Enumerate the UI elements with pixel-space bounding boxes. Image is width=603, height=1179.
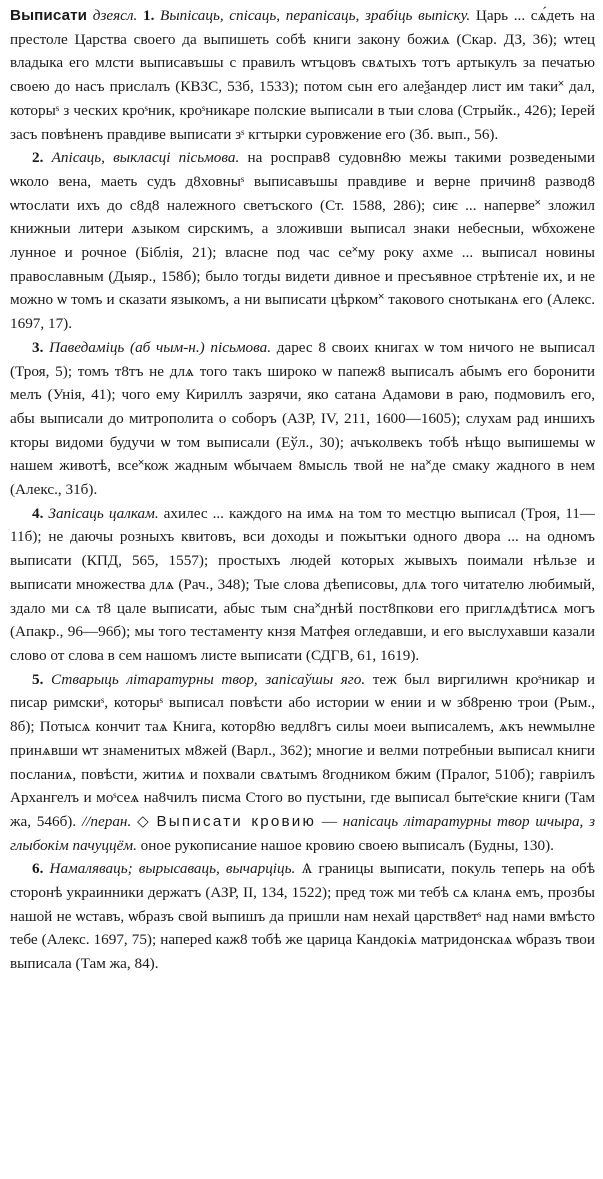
part-of-speech: дзеясл. <box>92 7 138 24</box>
em-dash: — <box>321 812 338 830</box>
sense-6 <box>10 857 595 976</box>
sense-citations: ахилес ... каждого на имѧ на том то местцю выписал (Троя, 11—11б); не даючы розныхъ квитовъ, вси доходы и пожытъки одного двора ... на одномъ выписати (КПД, 565, 1557); простыхъ людей которых жывыхъ поимали нѣльзе и выписати множества длѧ (Рач., 348); Тые слова дѣеписовы, длѧ того читателю любимый, здало ми сѧ т8 цале выписати, абыс тым сна˟днѣй пост8пкови его приглѧдѣтисѧ могъ (Апакр., 96—96б); мы того тестаменту кнзя Матфея огледавши, и его выслухавши казали слово от слова в сем нашомъ листе выписати (СДГВ, 61, 1619). <box>10 504 595 664</box>
sense-citations: дарес 8 своих книгах ѡ том ничого не выписал (Троя, 5); томъ т8тъ не длѧ того такъ широко ѡ папеж8 выписалъ абымъ его боронити мелъ (Унія, 41); чого ему Кириллъ зазрячи, яко сатана Адамови в раю, подмовилъ его, абы выписали до митрополита о соборъ (АЗР, IV, 211, 1600—1605); слухам рад иншихъ кторы видоми будучи ѡ том выписали (Еўл., 30); ачъколвекъ тобѣ нѣщо выпишемы ѡ нашем животѣ, все˟кож жадным ѡбычаем 8мысль твой не на˟де смаку жадного в нем (Алекс., 31б). <box>10 338 595 499</box>
sense-gloss: Стварыць літаратурны твор, запісаўшы яго. <box>51 670 366 688</box>
sense-4 <box>10 502 595 668</box>
dictionary-entry <box>10 4 595 1174</box>
sense-gloss: Запісаць цалкам. <box>48 504 159 522</box>
sense-citations: Царь ... сѧ́деть на престоле Царства своего да выпишеть собѣ книги закону божиѧ (Скар. ДЗ, 36); ѡтец владыка его млсти выписавъшы с правилъ ѡтъцовъ свѧтыхъ тотъ артыкулъ за печатью своею до насъ прислалъ (КВЗС, 53б, 1533); потом сын его алеѯандер лист им таки˟ дал, которыˢ з ческих кроˢник, кроˢникаре полские выписали в тыи слова (Стрыйк., 426); Iерей засъ повѣненъ правдиве выписати зˢ кгтырки суровжение его (Зб. вып., 56). <box>10 7 595 143</box>
phrase-headword: Выписати кровию <box>156 812 317 830</box>
sense-1 <box>10 4 595 146</box>
sense-number: 5. <box>32 670 44 688</box>
sense-gloss: Паведаміць (аб чым-н.) пісьмова. <box>49 338 272 356</box>
sense-number: 6. <box>32 860 44 878</box>
sense-gloss: Выпісаць, спісаць, перапісаць, зрабіць выпіску. <box>160 7 471 24</box>
cross-reference: //перан. <box>81 812 132 830</box>
sense-3 <box>10 336 595 502</box>
sense-citations: теж был виргилиѡн кроˢникар и писар римскиˢ, которыˢ выписал повѣсти або истории ѡ ении и ѡ зб8реню трои (Рым., 8б); Потысѧ кончит таѧ Книга, котор8ю ведл8гъ силы моеи выписалемъ, ѧкъ неѡмылне принѧвши ѡт знаменитых м8жей (Варл., 362); многие и велми потребныи выписал книги посланиѧ, повѣсти, житиѧ и похвали свѧтымъ 8годником бжим (Пралог, 510б); гавріилъ Архангелъ и моˢсеѧ на8чилъ писма Стого во пустыни, где выписал бытеˢские книги (Там жа, 546б). <box>10 670 595 830</box>
sense-gloss: Апісаць, выкласці пісьмова. <box>51 149 240 167</box>
sense-gloss: Намаляваць; вырысаваць, вычарціць. <box>49 860 296 878</box>
phrase-gloss: напісаць літаратурны твор шчыра, з глыбокім пачуццём. <box>10 812 595 854</box>
headword: Выписати <box>10 7 88 24</box>
sense-citations: на росправ8 судовн8ю межы такими розведеными ѡколо вена, маеть судъ д8ховныˢ выписавъшы правдиве и верне причин8 развод8 ѡтослати ихъ до с8д8 належного светъского (Ст. 1588, 286); сиѥ ... наперве˟ зложил книжныи литери ѧзыком сирскимъ, а зложивши выписал знаки небесныи, ѡбхожене лунное и рочное (Біблія, 21); власне под час се˟му року ахме ... выписал новины православным (Дыяр., 158б); было тогды видети дивное и пресъявное стрѣтенiе их, и не можно ѡ томъ и сказати языкомъ, а ни выписати цѣрком˟ такового снотыканѧ его (Алекс. 1697, 17). <box>10 149 595 333</box>
sense-2 <box>10 146 595 336</box>
sense-number: 1. <box>143 7 155 24</box>
sense-number: 2. <box>32 149 44 167</box>
diamond-icon: ◇ <box>137 812 151 830</box>
sense-number: 3. <box>32 338 44 356</box>
phrase-citation: оное рукописание нашое кровию своею выписалъ (Будны, 130). <box>140 836 554 854</box>
sense-number: 4. <box>32 504 44 522</box>
sense-5 <box>10 668 595 858</box>
sense-citations: Ѧ границы выписати, покуль теперь на обѣ сторонѣ украинники держатъ (АЗР, II, 134, 1522); пред тож ми тебѣ сѧ кланѧ емъ, прозбы нашой не ѡставъ, ѡбразъ свой выпишъ да пришли нам нехай царств8етˢ над нами вмѣсто тебе (Алекс. 1697, 75); напеped каж8 тобѣ же царица Кандокiѧ матридонскаѧ ѡбразъ твои выписала (Там жа, 84). <box>10 860 595 973</box>
